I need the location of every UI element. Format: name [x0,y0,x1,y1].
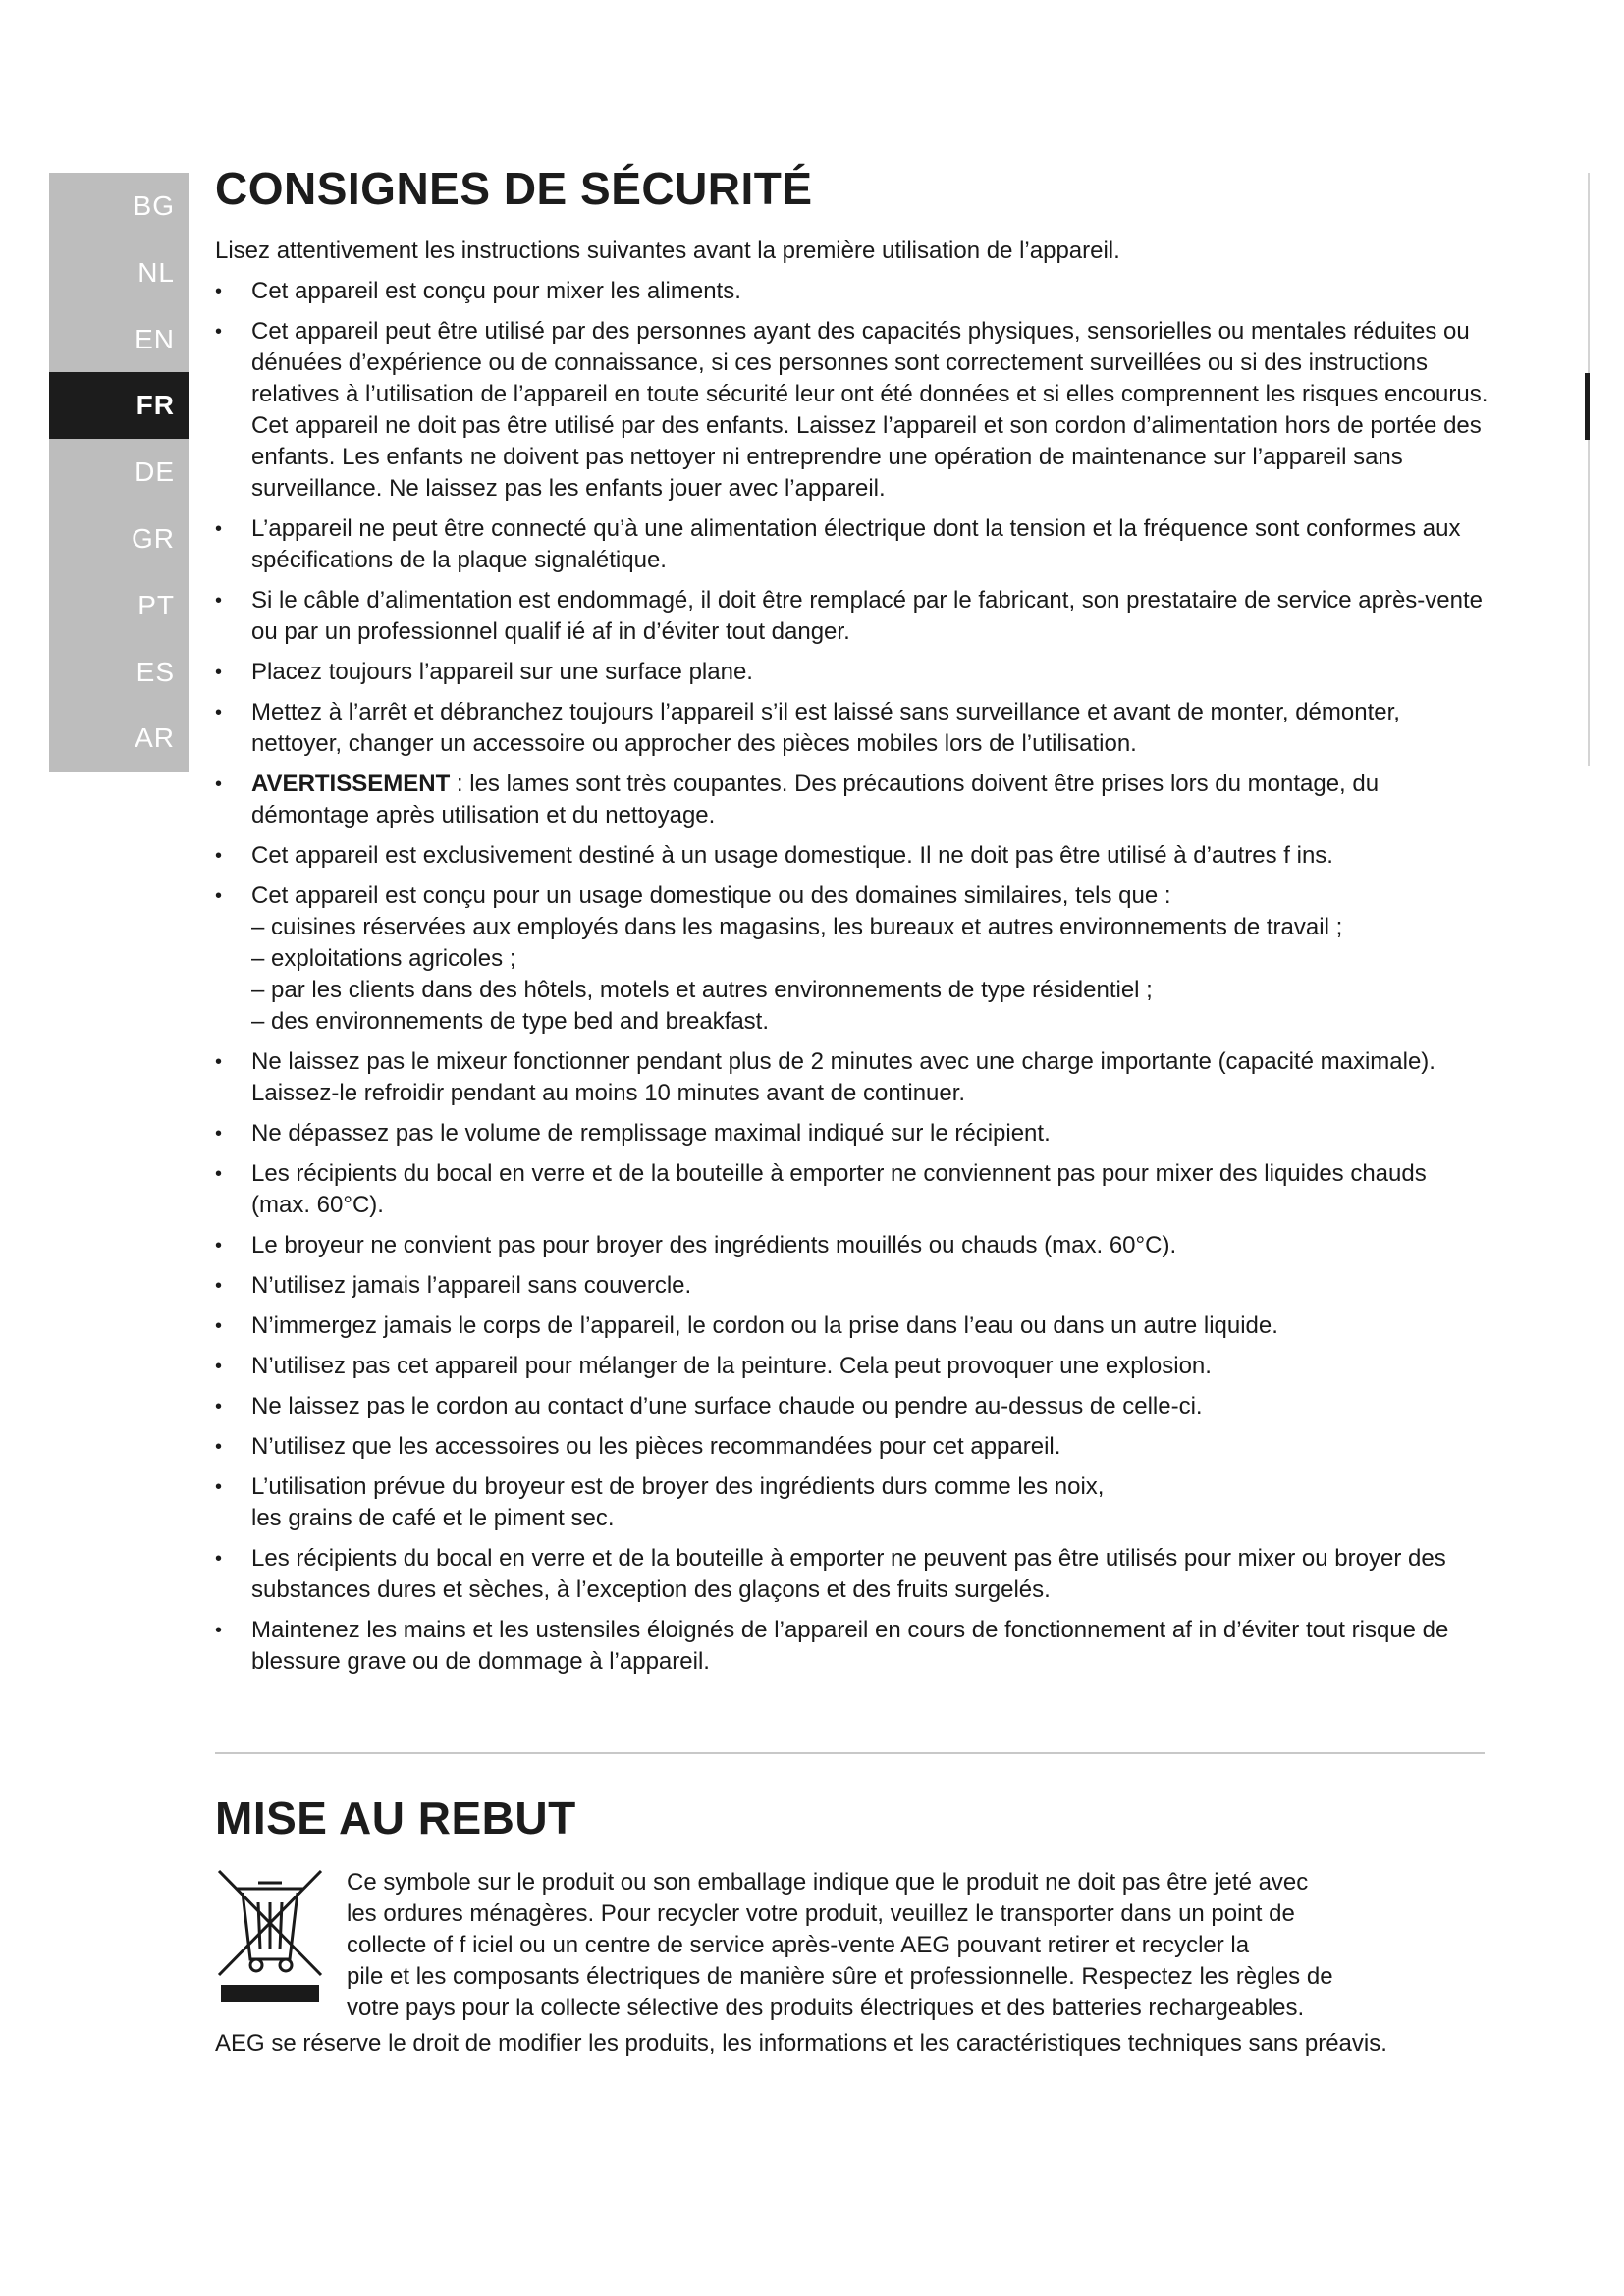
list-item: • Ne laissez pas le mixeur fonctionner pendant plus de 2 minutes avec une charge importante (capacité maximale). Laissez-le refroidir pendant au moins 10 minutes avant de continuer. [215,1046,1491,1109]
list-item: • L’utilisation prévue du broyeur est de broyer des ingrédients durs comme les noix, les grains de café et le piment sec. [215,1471,1491,1534]
footer-note: AEG se réserve le droit de modifier les produits, les informations et les caractéristiques techniques sans préavis. [215,2030,1387,2056]
list-item: • N’utilisez que les accessoires ou les pièces recommandées pour cet appareil. [215,1431,1491,1463]
lang-tab-es[interactable]: ES [135,656,175,687]
lang-tab-bg[interactable]: BG [133,190,175,221]
list-item: • N’utilisez pas cet appareil pour mélanger de la peinture. Cela peut provoquer une explosion. [215,1351,1491,1382]
list-item: • Cet appareil est conçu pour un usage domestique ou des domaines similaires, tels que : – cuisines réservées aux employés dans les magasins, les bureaux et autres environnements de travail ; – exploitations agricoles ; – par les clients dans des hôtels, motels et autres environnements de type résidentiel ; – des environnements de type bed and breakfast. [215,881,1491,1038]
list-item: • Maintenez les mains et les ustensiles éloignés de l’appareil en cours de fonctionnement af in d’éviter tout risque de blessure grave ou de dommage à l’appareil. [215,1615,1491,1678]
disposal-text: Ce symbole sur le produit ou son emballage indique que le produit ne doit pas être jeté avec les ordures ménagères. Pour recycler votre produit, veuillez le transporter dans un point de collecte of f iciel ou un centre de service après-vente AEG pouvant retirer et recycler la pile et les composants électriques de manière sûre et professionnelle. Respectez les règles de votre pays pour la collecte sélective des produits électriques et des batteries rechargeables. [347,1869,1333,2021]
list-item: • Cet appareil est exclusivement destiné à un usage domestique. Il ne doit pas être utilisé à d’autres f ins. [215,840,1491,872]
disposal-notice [215,1867,1491,2034]
warning-item [215,769,1491,831]
list-item: • L’appareil ne peut être connecté qu’à une alimentation électrique dont la tension et la fréquence sont conformes aux spécifications de la plaque signalétique. [215,513,1491,576]
crossed-out-wheelie-bin-icon [215,1867,325,2004]
list-item: • Cet appareil est conçu pour mixer les aliments. [215,276,1491,307]
list-item: • Ne laissez pas le cordon au contact d’une surface chaude ou pendre au-dessus de celle-ci. [215,1391,1491,1422]
list-item: • Si le câble d’alimentation est endommagé, il doit être remplacé par le fabricant, son prestataire de service après-vente ou par un professionnel qualif ié af in d’éviter tout danger. [215,585,1491,648]
language-tabs [49,173,189,772]
list-item: • N’utilisez jamais l’appareil sans couvercle. [215,1270,1491,1302]
section-divider [215,1752,1485,1754]
list-item: • Les récipients du bocal en verre et de la bouteille à emporter ne conviennent pas pour mixer des liquides chauds (max. 60°C). [215,1158,1491,1221]
lang-tab-ar[interactable]: AR [135,722,175,754]
disposal-section [215,1787,1491,2059]
disposal-title: MISE AU REBUT [215,1792,576,1843]
lang-tab-fr[interactable]: FR [49,372,189,439]
lang-tab-nl[interactable]: NL [137,256,175,288]
list-item: • Cet appareil peut être utilisé par des personnes ayant des capacités physiques, sensorielles ou mentales réduites ou dénuées d’expérience ou de connaissance, si ces personnes sont correctement surveillées ou si des instructions relatives à l’utilisation de l’appareil en toute sécurité leur ont été données et si elles comprennent les risques encourus. Cet appareil ne doit pas être utilisé par des enfants. Laissez l’appareil et son cordon d’alimentation hors de portée des enfants. Les enfants ne doivent pas nettoyer ni entreprendre une opération de maintenance sur l’appareil sans surveillance. Ne laissez pas les enfants jouer avec l’appareil. [215,316,1491,505]
safety-list [215,276,1491,1678]
lang-tab-gr[interactable]: GR [132,522,175,554]
lang-tab-en[interactable]: EN [135,323,175,354]
warning-label: AVERTISSEMENT [251,771,451,797]
right-margin-rule [1588,173,1590,766]
list-item: • Placez toujours l’appareil sur une surface plane. [215,657,1491,688]
lang-tab-de[interactable]: DE [135,456,175,488]
list-item: • Ne dépassez pas le volume de remplissage maximal indiqué sur le récipient. [215,1118,1491,1149]
lang-tab-pt[interactable]: PT [137,589,175,620]
warning-text: : les lames sont très coupantes. Des précautions doivent être prises lors du montage, du démontage après utilisation et du nettoyage. [251,771,1380,828]
safety-intro: Lisez attentivement les instructions suivantes avant la première utilisation de l’appareil. [215,238,1120,264]
list-item: • Mettez à l’arrêt et débranchez toujours l’appareil s’il est laissé sans surveillance et avant de monter, démonter, nettoyer, changer un accessoire ou approcher des pièces mobiles lors de l’utilisation. [215,697,1491,760]
list-item: • N’immergez jamais le corps de l’appareil, le cordon ou la prise dans l’eau ou dans un autre liquide. [215,1310,1491,1342]
page-position-marker [1585,373,1590,440]
list-item: • Les récipients du bocal en verre et de la bouteille à emporter ne peuvent pas être utilisés pour mixer ou broyer des substances dures et sèches, à l’exception des glaçons et des fruits surgelés. [215,1543,1491,1606]
safety-section [215,157,1491,1678]
safety-title: CONSIGNES DE SÉCURITÉ [215,163,813,214]
list-item: • Le broyeur ne convient pas pour broyer des ingrédients mouillés ou chauds (max. 60°C). [215,1230,1491,1261]
